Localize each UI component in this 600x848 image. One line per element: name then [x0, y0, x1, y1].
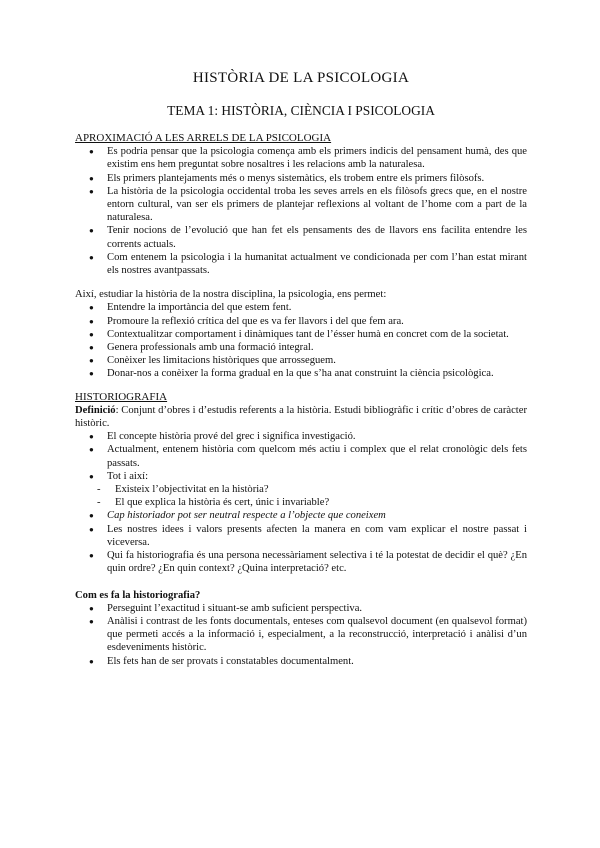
definition-paragraph [75, 404, 527, 430]
list-item: ● Entendre la importància del que estem fent. [75, 301, 527, 314]
list-item: ● Conèixer les limitacions històriques que arrosseguem. [75, 354, 527, 367]
list-item: ● La història de la psicologia occidental troba les seves arrels en els filòsofs grecs que, en el nostre entorn cultural, van ser els primers de plantejar reflexions al voltant de l’home com a part de la naturalesa. [75, 185, 527, 225]
list-item: ● Donar-nos a conèixer la forma gradual en la que s’ha anat construint la ciència psicològica. [75, 367, 527, 380]
document-title: HISTÒRIA DE LA PSICOLOGIA [192, 70, 410, 86]
list-item: ● Genera professionals amb una formació integral. [75, 341, 527, 354]
section-heading-historiografia: HISTORIOGRAFIA [75, 390, 168, 403]
section-heading-arrels: APROXIMACIÓ A LES ARRELS DE LA PSICOLOGIA [75, 132, 332, 144]
dash-list-questions [75, 483, 527, 509]
list-item-text: Tot i així: [107, 470, 149, 482]
list-item: ● Els primers plantejaments més o menys sistemàtics, els trobem entre els primers filòsofs. [75, 172, 527, 185]
bullet-list-historiografia-2 [75, 509, 527, 575]
list-item: ● Contextualitzar comportament i dinàmiques tant de l’ésser humà en concret com de la societat. [75, 328, 527, 341]
list-item: ● El concepte història prové del grec i significa investigació. [75, 430, 527, 443]
list-item-italic: ● Cap historiador pot ser neutral respecte a l’objecte que coneixem [75, 509, 527, 522]
bullet-list-com-es-fa [75, 602, 527, 668]
list-item: ● Els fets han de ser provats i constatables documentalment. [75, 655, 527, 668]
topic-title: TEMA 1: HISTÒRIA, CIÈNCIA I PSICOLOGIA [167, 103, 435, 118]
list-item [75, 470, 527, 483]
list-item: ● Com entenem la psicologia i la humanitat actualment ve condicionada per com l’han estat mirant els nostres avantpassats. [75, 251, 527, 277]
subsection-heading-com-es-fa: Com es fa la historiografia? [75, 589, 201, 601]
dash-item: - El que explica la història és cert, únic i invariable? [75, 496, 527, 509]
list-item: ● Anàlisi i contrast de les fonts documentals, enteses com qualsevol document (en qualsevol format) que permeti accés a la informació i, especialment, a la reconstrucció, interpretació i anàlisi d’un esdeveniments històric. [75, 615, 527, 655]
bullet-list-benefits [75, 301, 527, 380]
bullet-list-arrels [75, 145, 527, 277]
document-page [75, 72, 527, 668]
bullet-list-historiografia [75, 430, 527, 483]
definition-text: : Conjunt d’obres i d’estudis referents a la història. Estudi bibliogràfic i crític d’obres de caràcter històric. [75, 404, 527, 430]
list-item: ● Promoure la reflexió crítica del que es va fer llavors i del que fem ara. [75, 315, 527, 328]
list-item: ● Les nostres idees i valors presents afecten la manera en com vam explicar el nostre passat i viceversa. [75, 523, 527, 549]
intro-paragraph: Així, estudiar la història de la nostra disciplina, la psicologia, ens permet: [75, 289, 387, 301]
list-item: ● Tenir nocions de l’evolució que han fet els pensaments des de llavors ens facilita entendre les corrents actuals. [75, 224, 527, 250]
list-item: ● Qui fa historiografia és una persona necessàriament selectiva i té la potestat de decidir el què? ¿En quin ordre? ¿En quin context? ¿Quina interpretació? etc. [75, 549, 527, 575]
dash-item: - Existeix l’objectivitat en la història? [75, 483, 527, 496]
list-item: ● Perseguint l’exactitud i situant-se amb suficient perspectiva. [75, 602, 527, 615]
list-item: ● Es podria pensar que la psicologia comença amb els primers indicis del pensament humà, des que existim ens hem preguntat sobre nosaltres i les relacions amb la naturalesa. [75, 145, 527, 171]
list-item: ● Actualment, entenem història com quelcom més actiu i complex que el relat cronològic dels fets passats. [75, 443, 527, 469]
definition-label: Definició [75, 404, 116, 416]
